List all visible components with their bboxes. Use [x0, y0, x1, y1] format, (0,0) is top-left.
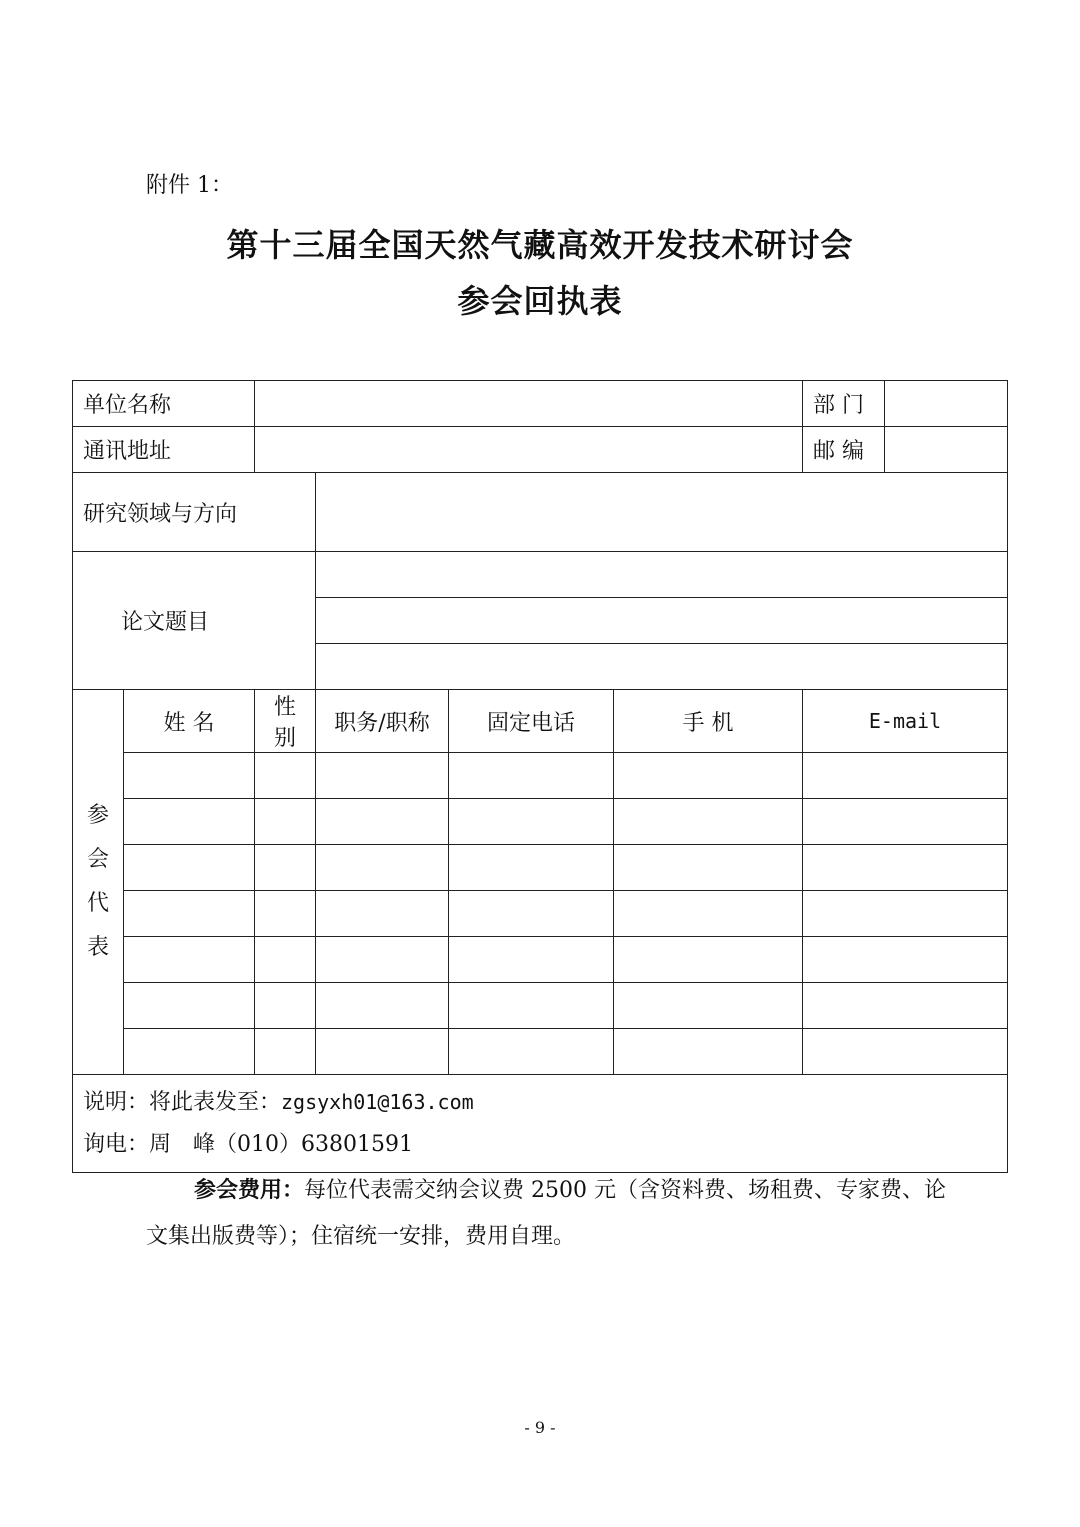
title-cell[interactable] — [316, 937, 449, 983]
org-name-label: 单位名称 — [73, 381, 255, 427]
department-input[interactable] — [885, 381, 1008, 427]
name-cell[interactable] — [124, 983, 255, 1029]
table-row — [73, 799, 1008, 845]
mobile-cell[interactable] — [614, 891, 803, 937]
gender-cell[interactable] — [255, 891, 316, 937]
table-row — [73, 983, 1008, 1029]
title-cell[interactable] — [316, 1029, 449, 1075]
page-subtitle: 参会回执表 — [457, 282, 623, 320]
table-row — [73, 937, 1008, 983]
fee-label: 参会费用： — [194, 1178, 305, 1203]
send-instruction — [83, 1081, 997, 1124]
address-input[interactable] — [255, 427, 803, 473]
paper-title-input-2[interactable] — [316, 598, 1008, 644]
contact-phone: 询电：周 峰（010）63801591 — [83, 1132, 413, 1157]
title-cell[interactable] — [316, 753, 449, 799]
department-label: 部 门 — [803, 381, 885, 427]
notes-cell — [73, 1075, 1008, 1173]
landline-cell[interactable] — [449, 753, 614, 799]
mobile-cell[interactable] — [614, 937, 803, 983]
registration-form-table — [72, 380, 1008, 1173]
title-cell[interactable] — [316, 845, 449, 891]
representatives-label — [73, 690, 124, 1075]
org-name-input[interactable] — [255, 381, 803, 427]
title-cell[interactable] — [316, 983, 449, 1029]
address-label: 通讯地址 — [73, 427, 255, 473]
page-number: - 9 - — [524, 1418, 556, 1437]
research-field-label: 研究领域与方向 — [73, 473, 316, 552]
name-cell[interactable] — [124, 1029, 255, 1075]
column-header-landline: 固定电话 — [449, 690, 614, 753]
email-cell[interactable] — [803, 937, 1008, 983]
column-header-gender: 性别 — [255, 690, 316, 753]
name-cell[interactable] — [124, 799, 255, 845]
name-cell[interactable] — [124, 891, 255, 937]
title-cell[interactable] — [316, 799, 449, 845]
landline-cell[interactable] — [449, 845, 614, 891]
mobile-cell[interactable] — [614, 983, 803, 1029]
landline-cell[interactable] — [449, 983, 614, 1029]
mobile-cell[interactable] — [614, 753, 803, 799]
table-row — [73, 1029, 1008, 1075]
fee-text: 每位代表需交纳会议费 2500 元（含资料费、场租费、专家费、论文集出版费等）；住宿统一安排，费用自理。 — [146, 1178, 946, 1249]
email-cell[interactable] — [803, 891, 1008, 937]
mobile-cell[interactable] — [614, 1029, 803, 1075]
mobile-cell[interactable] — [614, 799, 803, 845]
representatives-char: 会 — [86, 847, 109, 872]
gender-cell[interactable] — [255, 983, 316, 1029]
contact-email: zgsyxh01@163.com — [281, 1090, 474, 1114]
representatives-char: 表 — [86, 935, 109, 960]
email-cell[interactable] — [803, 1029, 1008, 1075]
name-cell[interactable] — [124, 845, 255, 891]
landline-cell[interactable] — [449, 937, 614, 983]
gender-cell[interactable] — [255, 799, 316, 845]
email-cell[interactable] — [803, 983, 1008, 1029]
postcode-input[interactable] — [885, 427, 1008, 473]
gender-cell[interactable] — [255, 845, 316, 891]
name-cell[interactable] — [124, 937, 255, 983]
mobile-cell[interactable] — [614, 845, 803, 891]
research-field-input[interactable] — [316, 473, 1008, 552]
gender-cell[interactable] — [255, 1029, 316, 1075]
postcode-label: 邮 编 — [803, 427, 885, 473]
landline-cell[interactable] — [449, 799, 614, 845]
email-cell[interactable] — [803, 753, 1008, 799]
email-cell[interactable] — [803, 799, 1008, 845]
table-row — [73, 753, 1008, 799]
column-header-email: E-mail — [803, 690, 1008, 753]
paper-title-label: 论文题目 — [73, 552, 316, 690]
column-header-mobile: 手 机 — [614, 690, 803, 753]
column-header-name: 姓 名 — [124, 690, 255, 753]
table-row — [73, 845, 1008, 891]
gender-cell[interactable] — [255, 937, 316, 983]
column-header-title: 职务/职称 — [316, 690, 449, 753]
paper-title-input-3[interactable] — [316, 644, 1008, 690]
gender-cell[interactable] — [255, 753, 316, 799]
representatives-char: 参 — [86, 803, 109, 828]
name-cell[interactable] — [124, 753, 255, 799]
landline-cell[interactable] — [449, 891, 614, 937]
email-cell[interactable] — [803, 845, 1008, 891]
table-row — [73, 891, 1008, 937]
fee-paragraph — [146, 1168, 946, 1260]
page-title: 第十三届全国天然气藏高效开发技术研讨会 — [226, 226, 854, 264]
landline-cell[interactable] — [449, 1029, 614, 1075]
paper-title-input-1[interactable] — [316, 552, 1008, 598]
send-label: 说明：将此表发至： — [83, 1090, 282, 1115]
representatives-char: 代 — [86, 891, 109, 916]
title-cell[interactable] — [316, 891, 449, 937]
attachment-label: 附件 1： — [146, 173, 233, 198]
